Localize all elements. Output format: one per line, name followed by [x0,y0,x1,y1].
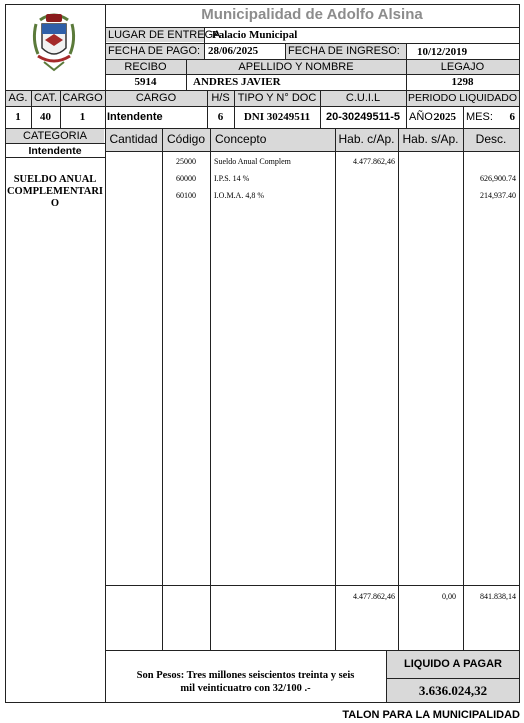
col-header-hab-sap: Hab. s/Ap. [402,132,459,146]
fecha-pago-label: FECHA DE PAGO: [108,45,201,57]
cat-label: CAT. [33,92,58,104]
recibo-value: 5914 [134,76,157,88]
cargo-label: CARGO [135,92,177,104]
doc-label: TIPO Y N° DOC [237,92,317,104]
col-header-cantidad: Cantidad [109,132,158,146]
son-pesos-line1: Son Pesos: Tres millones seiscientos treinta y seis [136,670,355,681]
recibo-label: RECIBO [124,61,167,73]
fecha-ingreso-value: 10/12/2019 [417,46,468,58]
row1-hab-cap: 4.477.862,46 [353,157,395,166]
concepto-summary-line2: COMPLEMENTARI [6,186,104,197]
mes-label: MES: [466,111,493,123]
row1-codigo: 25000 [176,157,196,166]
talon-label: TALON PARA LA MUNICIPALIDAD [342,709,520,721]
cargo-number-label: CARGO [62,92,103,104]
apellido-nombre-value: ANDRES JAVIER [193,76,281,88]
cuil-value: 20-30249511-5 [325,111,400,123]
fecha-pago-value: 28/06/2025 [208,45,259,57]
row2-codigo: 60000 [176,174,196,183]
row3-codigo: 60100 [176,191,196,200]
col-header-desc: Desc. [475,132,507,146]
cuil-label: C.U.I.L [345,92,381,104]
hs-value: 6 [217,111,224,123]
ag-value: 1 [15,111,21,123]
liquido-a-pagar-value: 3.636.024,32 [418,683,488,698]
row2-desc: 626,900.74 [480,174,516,183]
categoria-label: CATEGORIA [23,130,87,142]
col-header-hab-cap: Hab. c/Ap. [338,132,395,146]
liquido-a-pagar-label: LIQUIDO A PAGAR [404,658,502,670]
anio-label: AÑO: [409,111,436,123]
total-hab-sap: 0,00 [442,592,456,601]
lugar-value: Palacio Municipal [212,29,298,41]
col-header-codigo: Código [166,132,206,146]
fecha-ingreso-label: FECHA DE INGRESO: [288,45,400,57]
col-header-concepto: Concepto [215,132,267,146]
municipal-coat-of-arms-logo [28,10,80,72]
lugar-label: LUGAR DE ENTREGA [108,29,221,41]
mes-value: 6 [509,111,515,123]
row2-concepto: I.P.S. 14 % [214,174,250,183]
row3-concepto: I.O.M.A. 4,8 % [214,191,264,200]
concepto-summary-line1: SUELDO ANUAL [13,174,97,185]
legajo-label: LEGAJO [440,61,485,73]
categoria-value: Intendente [28,145,82,157]
municipality-title: Municipalidad de Adolfo Alsina [201,6,423,23]
row3-desc: 214,937.40 [480,191,516,200]
periodo-label: PERIODO LIQUIDADO [407,92,518,104]
anio-value: 2025 [434,111,456,123]
apellido-nombre-label: APELLIDO Y NOMBRE [238,61,354,73]
total-hab-cap: 4.477.862,46 [353,592,395,601]
legajo-value: 1298 [451,76,474,88]
hs-label: H/S [211,92,230,104]
son-pesos-line2: mil veinticuatro con 32/100 .- [180,683,311,694]
total-desc: 841.838,14 [480,592,516,601]
concepto-summary-line3: O [50,198,60,209]
cat-value: 40 [40,111,51,123]
row1-concepto: Sueldo Anual Complem [214,157,291,166]
doc-value: DNI 30249511 [243,111,311,123]
cargo-number-value: 1 [79,111,86,123]
cargo-value: Intendente [107,111,163,123]
ag-label: AG. [8,92,28,104]
